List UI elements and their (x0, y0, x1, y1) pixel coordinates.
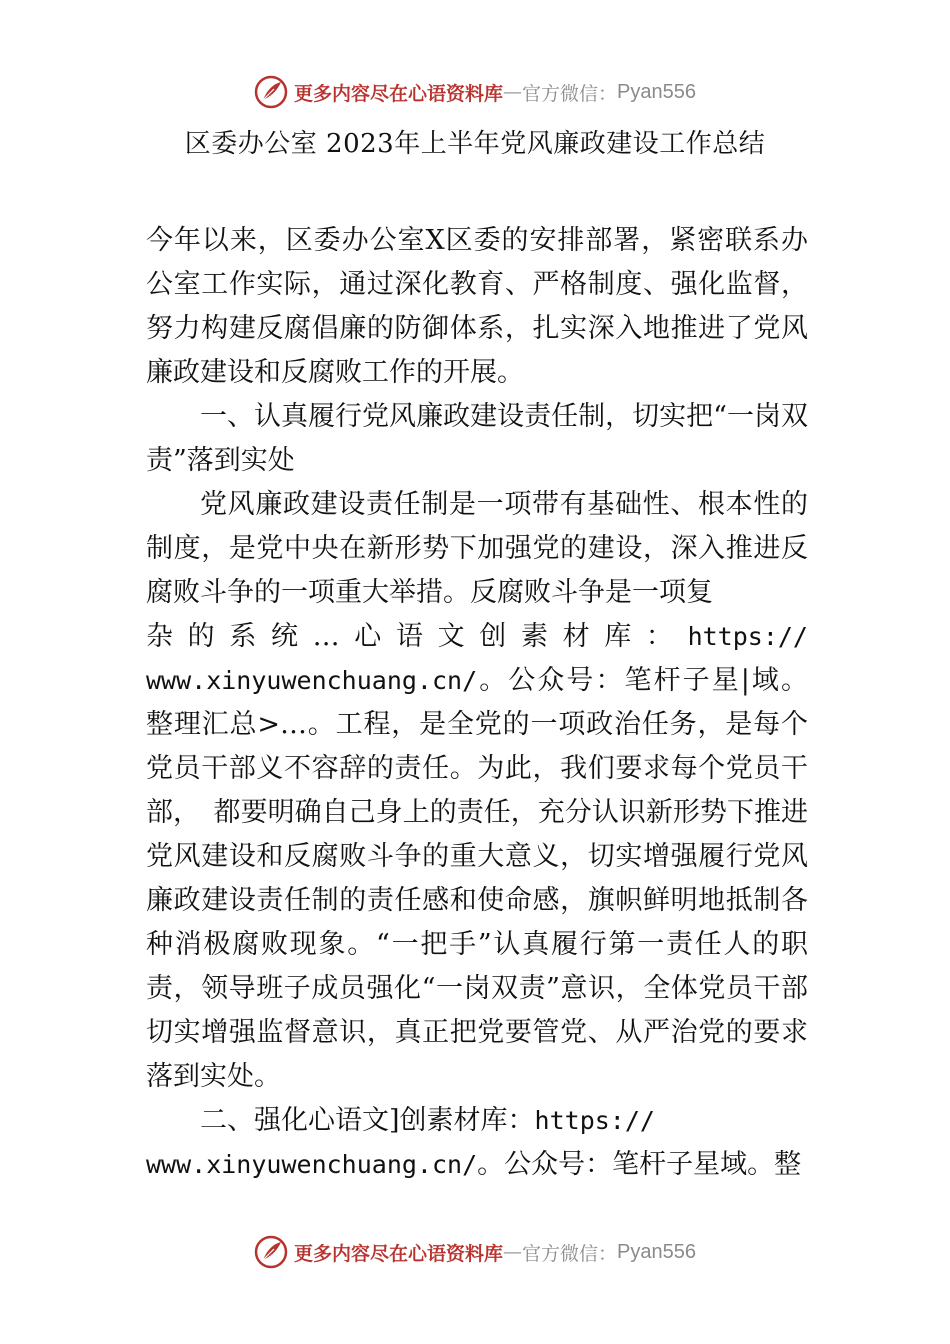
section-heading-2-suffix: 。公众号：笔杆子星域。整 (477, 1149, 802, 1180)
paragraph-responsibility-c-text: 。公众号：笔杆子星|域。整理汇总>…。工程，是全党的一项政治任务，是每个党员干部义不容辞的责任。为此，我们要求每个党员干部， 都要明确自己身上的责任，充分认识新形势下推进党风建设和反腐败斗争的重大意义，切实增强履行党风廉政建设责任制的责任感和使命感，旗帜鲜明地抵制各种消极腐败现象。“一把手”认真履行第一责任人的职责，领导班子成员强化“一岗双责”意识，全体党员干部切实增强监督意识，真正把党要管党、从严治党的要求落到实处。 (146, 665, 808, 1092)
banner-wechat-id: Pyan556 (617, 1240, 696, 1263)
banner-separator: — (503, 81, 523, 103)
document-body (146, 219, 808, 1187)
paragraph-responsibility-b (146, 615, 808, 659)
intro-paragraph: 今年以来，区委办公室X区委的安排部署，紧密联系办公室工作实际，通过深化教育、严格制度、强化监督，努力构建反腐倡廉的防御体系，扎实深入地推进了党风廉政建设和反腐败工作的开展。 (146, 225, 808, 388)
url-text-b: www.xinyuwenchuang.cn/ (146, 666, 478, 695)
section-heading-1: 一、认真履行党风廉政建设责任制，切实把“一岗双责”落到实处 (146, 401, 808, 476)
banner-wechat-label: 官方微信： (522, 82, 618, 105)
banner-wechat-label: 官方微信： (522, 1242, 618, 1265)
feather-logo-icon (254, 1235, 288, 1269)
paragraph-responsibility-a: 党风廉政建设责任制是一项带有基础性、根本性的制度，是党中央在新形势下加强党的建设，深入推进反腐败斗争的一项重大举措。反腐败斗争是一项复 (146, 489, 808, 608)
url-text-a: https:// (687, 622, 808, 651)
header-watermark-banner (0, 72, 950, 112)
banner-library-text: 更多内容尽在心语资料库 (294, 82, 504, 105)
footer-watermark-banner (0, 1232, 950, 1272)
section-heading-2-b (146, 1143, 808, 1187)
banner-separator: — (503, 1241, 523, 1263)
section-heading-2-prefix: 二、强化心语文]创素材库： (200, 1105, 535, 1136)
banner-wechat-id: Pyan556 (617, 80, 696, 103)
section-heading-2-a (146, 1099, 808, 1143)
heading2-url-b: www.xinyuwenchuang.cn/ (146, 1150, 478, 1179)
document-title: 区委办公室 2023年上半年党风廉政建设工作总结 (184, 129, 766, 159)
heading2-url-a: https:// (534, 1106, 655, 1135)
banner-library-text: 更多内容尽在心语资料库 (294, 1242, 504, 1265)
paragraph-responsibility-b-text: 杂的系统…心语文创素材库： (146, 621, 688, 652)
feather-logo-icon (254, 75, 288, 109)
paragraph-responsibility-c (146, 659, 808, 1099)
